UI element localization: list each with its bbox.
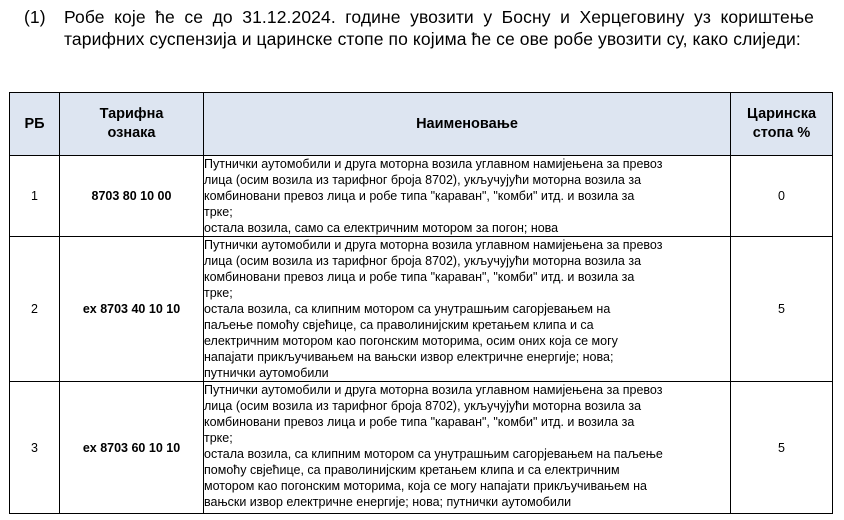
tariff-code: ex 8703 60 10 10 — [60, 382, 204, 514]
row-number: 1 — [10, 156, 60, 237]
table-row — [10, 382, 833, 514]
goods-description: Путнички аутомобили и друга моторна возила углавном намијењена за превоз лица (осим возила из тарифног броја 8702), укључујући моторна возила за комбиновани превоз лица и робе типа "караван", "комби" итд. и возила за трке; остала возила, са клипним мотором са унутрашњим сагорјевањем на паљење помоћу свјећице, са праволинијским кретањем клипа и са електричним мотором као погонским моторима, осим оних која се могу напајати прикључивањем на вањски извор електричне енергије; нова; путнички аутомобили — [204, 237, 731, 382]
paragraph-number: (1) — [24, 7, 46, 27]
duty-rate: 5 — [731, 237, 833, 382]
goods-description: Путнички аутомобили и друга моторна возила углавном намијењена за превоз лица (осим возила из тарифног броја 8702), укључујући моторна возила за комбиновани превоз лица и робе типа "караван", "комби" итд. и возила за трке; остала возила, са клипним мотором са унутрашњим сагорјевањем на паљење помоћу свјећице, са праволинијским кретањем клипа и са електричним мотором као погонским моторима, која се могу напајати прикључивањем на вањски извор електричне енергије; нова; путнички аутомобили — [204, 382, 731, 514]
tariff-code: ex 8703 40 10 10 — [60, 237, 204, 382]
intro-text: Робе које ће се до 31.12.2024. године увозити у Босну и Херцеговину уз кориштење тарифних суспензија и царинске стопе по којима ће се ове робе увозити су, како слиједи: — [64, 7, 814, 49]
row-number: 3 — [10, 382, 60, 514]
table-header-row — [10, 93, 833, 156]
intro-paragraph — [24, 6, 814, 50]
goods-description: Путнички аутомобили и друга моторна возила углавном намијењена за превоз лица (осим возила из тарифног броја 8702), укључујући моторна возила за комбиновани превоз лица и робе типа "караван", "комби" итд. и возила за трке; остала возила, само са електричним мотором за погон; нова — [204, 156, 731, 237]
table-row — [10, 156, 833, 237]
duty-rate: 0 — [731, 156, 833, 237]
table-row — [10, 237, 833, 382]
header-duty-rate: Царинска стопа % — [731, 93, 833, 156]
header-tariff-code: Тарифна ознака — [60, 93, 204, 156]
tariff-table — [9, 92, 833, 514]
tariff-code: 8703 80 10 00 — [60, 156, 204, 237]
row-number: 2 — [10, 237, 60, 382]
header-name: Наименовање — [204, 93, 731, 156]
header-rb: РБ — [10, 93, 60, 156]
duty-rate: 5 — [731, 382, 833, 514]
